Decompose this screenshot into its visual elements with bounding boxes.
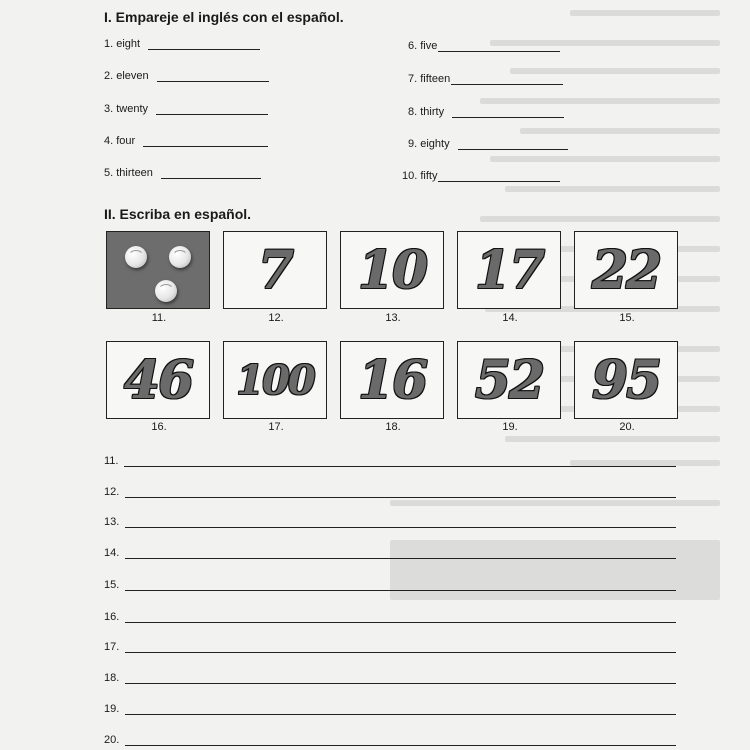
answer-line-14[interactable] [104,547,676,559]
match-label: 8. thirty [408,106,445,118]
match-item-1 [104,38,260,50]
line-number: 20. [104,734,120,746]
box-label: 11. [151,312,167,324]
answer-line-18[interactable] [104,672,676,684]
box-label: 13. [385,312,401,324]
answer-blank[interactable] [143,145,268,147]
line-number: 19. [104,703,120,715]
match-item-6 [408,40,560,52]
number-box [340,341,444,419]
match-label: 4. four [104,135,136,147]
writing-line[interactable] [125,526,676,528]
line-number: 18. [104,672,120,684]
number-figure: 46 [123,349,193,411]
writing-line[interactable] [125,651,676,653]
number-box [223,341,327,419]
number-box [574,341,678,419]
number-box [457,231,561,309]
number-box [340,231,444,309]
number-box [106,341,210,419]
answer-line-13[interactable] [104,516,676,528]
number-figure: 22 [591,239,661,301]
number-box [223,231,327,309]
match-label: 7. fifteen [408,73,451,85]
answer-blank[interactable] [156,113,268,115]
line-number: 15. [104,579,120,591]
box-label: 12. [268,312,284,324]
tennis-balls-picture [106,231,210,309]
writing-line[interactable] [125,744,676,746]
match-label: 5. thirteen [104,167,153,179]
box-label: 14. [502,312,518,324]
number-figure: 16 [357,349,427,411]
answer-line-11[interactable] [104,455,676,467]
answer-line-16[interactable] [104,611,676,623]
match-label: 1. eight [104,38,141,50]
line-number: 13. [104,516,120,528]
match-label: 10. fifty [402,170,438,182]
box-label: 19. [502,421,518,433]
writing-line[interactable] [125,713,676,715]
number-box [574,231,678,309]
answer-blank[interactable] [161,177,261,179]
writing-line[interactable] [125,682,676,684]
answer-line-12[interactable] [104,486,676,498]
match-item-4 [104,135,268,147]
box-label: 18. [385,421,401,433]
match-label: 2. eleven [104,70,149,82]
answer-line-17[interactable] [104,641,676,653]
number-box [457,341,561,419]
answer-blank[interactable] [452,116,564,118]
match-label: 3. twenty [104,103,149,115]
match-item-5 [104,167,261,179]
match-label: 9. eighty [408,138,450,150]
writing-line[interactable] [125,557,676,559]
match-item-7 [408,73,563,85]
answer-line-15[interactable] [104,579,676,591]
match-item-2 [104,70,269,82]
writing-line[interactable] [125,496,676,498]
section-2-title: II. Escriba en español. [104,206,252,222]
match-label: 6. five [408,40,438,52]
answer-line-20[interactable] [104,734,676,746]
tennis-ball-icon [125,246,147,268]
number-figure: 10 [357,239,427,301]
box-label: 17. [268,421,284,433]
box-label: 16. [151,421,167,433]
number-figure: 7 [257,239,293,301]
tennis-ball-icon [169,246,191,268]
line-number: 14. [104,547,120,559]
match-item-9 [408,138,568,150]
writing-line[interactable] [124,465,676,467]
answer-blank[interactable] [438,50,560,52]
box-label: 20. [619,421,635,433]
line-number: 12. [104,486,120,498]
writing-line[interactable] [125,621,676,623]
box-label: 15. [619,312,635,324]
answer-blank[interactable] [438,180,560,182]
section-1-title: I. Empareje el inglés con el español. [104,9,344,25]
number-figure: 100 [236,356,314,404]
answer-blank[interactable] [157,80,269,82]
number-figure: 95 [591,349,661,411]
match-item-8 [408,106,564,118]
number-figure: 17 [474,239,544,301]
match-item-10 [402,170,560,182]
answer-blank[interactable] [451,83,563,85]
tennis-ball-icon [155,280,177,302]
answer-line-19[interactable] [104,703,676,715]
answer-blank[interactable] [148,48,260,50]
number-figure: 52 [474,349,544,411]
answer-blank[interactable] [458,148,568,150]
writing-line[interactable] [125,589,676,591]
line-number: 16. [104,611,120,623]
match-item-3 [104,103,268,115]
line-number: 17. [104,641,120,653]
line-number: 11. [104,455,119,467]
